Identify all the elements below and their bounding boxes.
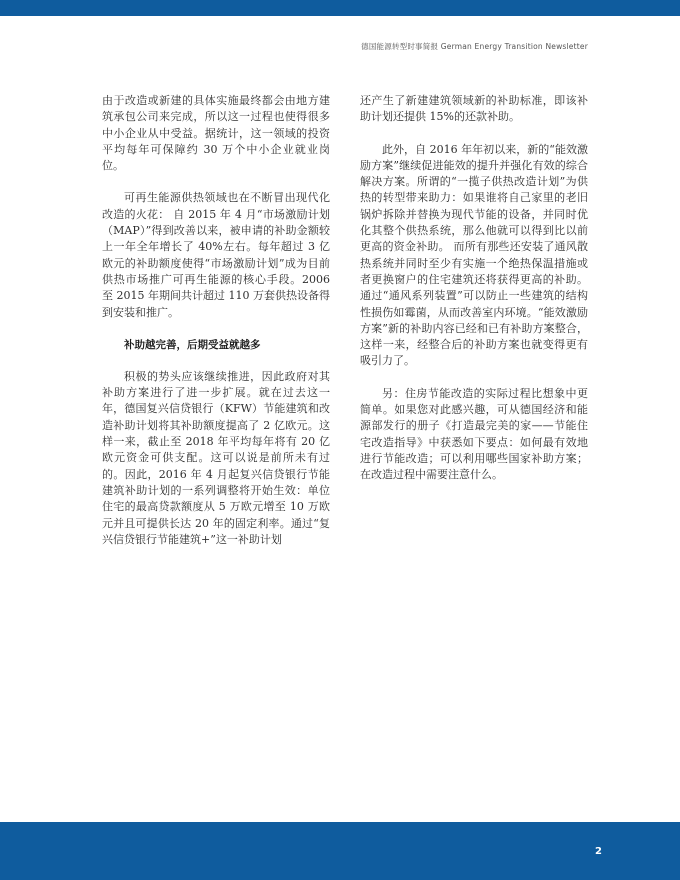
- paragraph: 由于改造或新建的具体实施最终都会由地方建筑承包公司来完成，所以这一过程也使得很多中小企业从中受益。据统计，这一领域的投资平均每年可保障约 30 万个中小企业就业岗位。: [102, 94, 330, 173]
- left-column: [102, 93, 330, 548]
- paragraph: 另：住房节能改造的实际过程比想象中更简单。如果您对此感兴趣，可从德国经济和能源部发行的册子《打造最完美的家——节能住宅改造指导》中获悉如下要点：如何最有效地进行节能改造；可以利用哪些国家补助方案；在改造过程中需要注意什么。: [360, 386, 588, 482]
- paragraph: 还产生了新建建筑领域新的补助标准，即该补助计划还提供 15%的还款补助。: [360, 94, 588, 124]
- section-heading: 补助越完善，后期受益就越多: [124, 338, 261, 351]
- page-number: 2: [595, 846, 602, 857]
- newsletter-title: 德国能源转型时事简报 German Energy Transition Newsletter: [361, 42, 588, 51]
- footer-bar: [0, 822, 680, 880]
- paragraph: 此外，自 2016 年年初以来，新的“能效激励方案”继续促进能效的提升并强化有效的综合解决方案。所谓的“一揽子供热改造计划”为供热的转型带来助力：如果谁将自己家里的老旧锅炉拆除并替换为现代节能的设备，并同时优化其整个供热系统，那么他就可以得到比以前更高的资金补助。 而所有那些还安装了通风散热系统并同时至少有实施一个绝热保温措施或者更换窗户的住宅建筑还将获得更高的补助。通过“通风系列装置”可以防止一些建筑的结构性损伤如霉菌，从而改善室内环境。“能效激励方案”新的补助内容已经和已有补助方案整合，这样一来，经整合后的补助方案也就变得更有吸引力了。: [360, 142, 588, 368]
- right-column: [360, 93, 588, 484]
- header-bar: [0, 0, 680, 16]
- paragraph: 可再生能源供热领域也在不断冒出现代化改造的火花： 自 2015 年 4 月“市场激励计划（MAP）”得到改善以来，被申请的补助金额较上一年全年增长了 40%左右。每年超过 3 亿欧元的补助额度使得“市场激励计划”成为目前供热市场推广可再生能源的核心手段。2006 至 2015 年期间共计超过 110 万套供热设备得到安装和推广。: [102, 191, 330, 319]
- paragraph: 积极的势头应该继续推进，因此政府对其补助方案进行了进一步扩展。就在过去这一年，德国复兴信贷银行（KFW）节能建筑和改造补助计划将其补助额度提高了 2 亿欧元。这样一来，截止至 2018 年平均每年将有 20 亿欧元资金可供支配。这可以说是前所未有过的。因此，2016 年 4 月起复兴信贷银行节能建筑补助计划的一系列调整将开始生效：单位住宅的最高贷款额度从 5 万欧元增至 10 万欧元并且可提供长达 20 年的固定利率。通过“复兴信贷银行节能建筑+”这一补助计划: [102, 369, 330, 546]
